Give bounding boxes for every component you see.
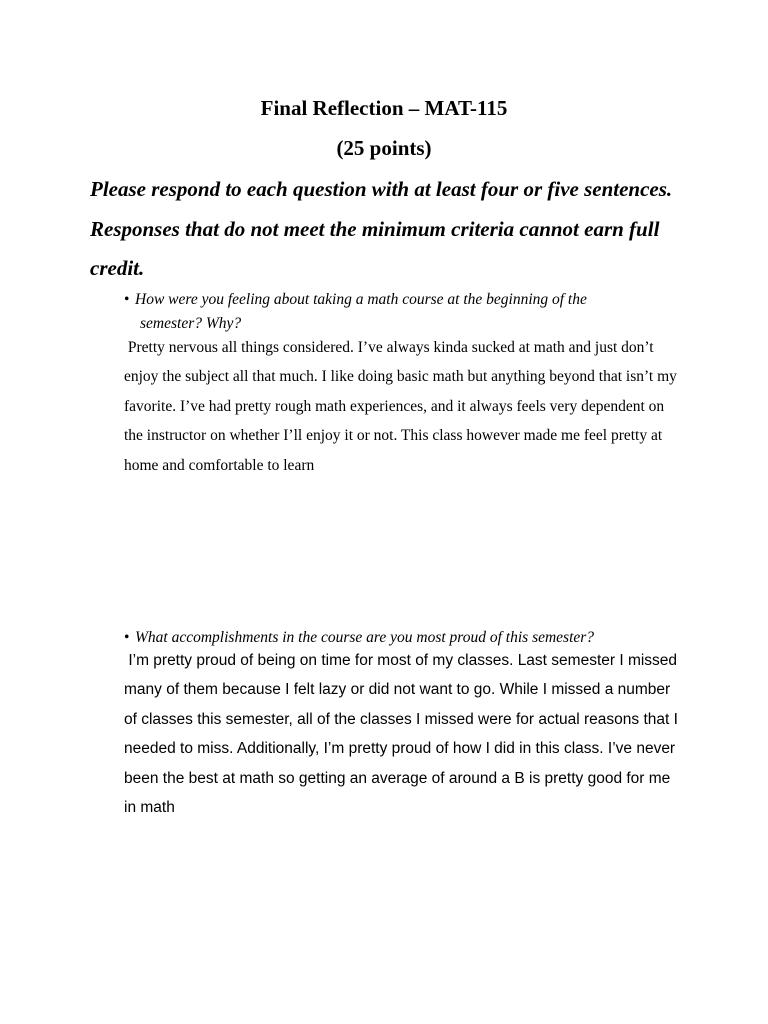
question-1 <box>124 288 644 336</box>
points-label: (25 points) <box>336 136 432 160</box>
answer-1: Pretty nervous all things considered. I’ve always kinda sucked at math and just don’t enjoy the subject all that much. I like doing basic math but anything beyond that isn’t my favorite. I’ve had pretty rough math experiences, and it always feels very dependent on the instructor on whether I’ll enjoy it or not. This class however made me feel pretty at home and comfortable to learn <box>124 339 681 474</box>
bullet-icon: • <box>124 291 130 308</box>
question-2-text: What accomplishments in the course are you most proud of this semester? <box>135 629 595 646</box>
page-title: Final Reflection – MAT-115 <box>260 96 508 120</box>
answer-2: I’m pretty proud of being on time for most of my classes. Last semester I missed many of them because I felt lazy or did not want to go. While I missed a number of classes this semester, all of the classes I missed were for actual reasons that I needed to miss. Additionally, I’m pretty proud of how I did in this class. I’ve never been the best at math so getting an average of around a B is pretty good for me in math <box>124 652 683 817</box>
instructions-text: Please respond to each question with at least four or five sentences. Responses that do not meet the minimum criteria cannot earn full credit. <box>90 177 673 280</box>
bullet-icon: • <box>124 629 130 646</box>
question-1-text-line2: semester? Why? <box>140 315 242 332</box>
question-1-text-line1: How were you feeling about taking a math course at the beginning of the <box>135 291 587 308</box>
